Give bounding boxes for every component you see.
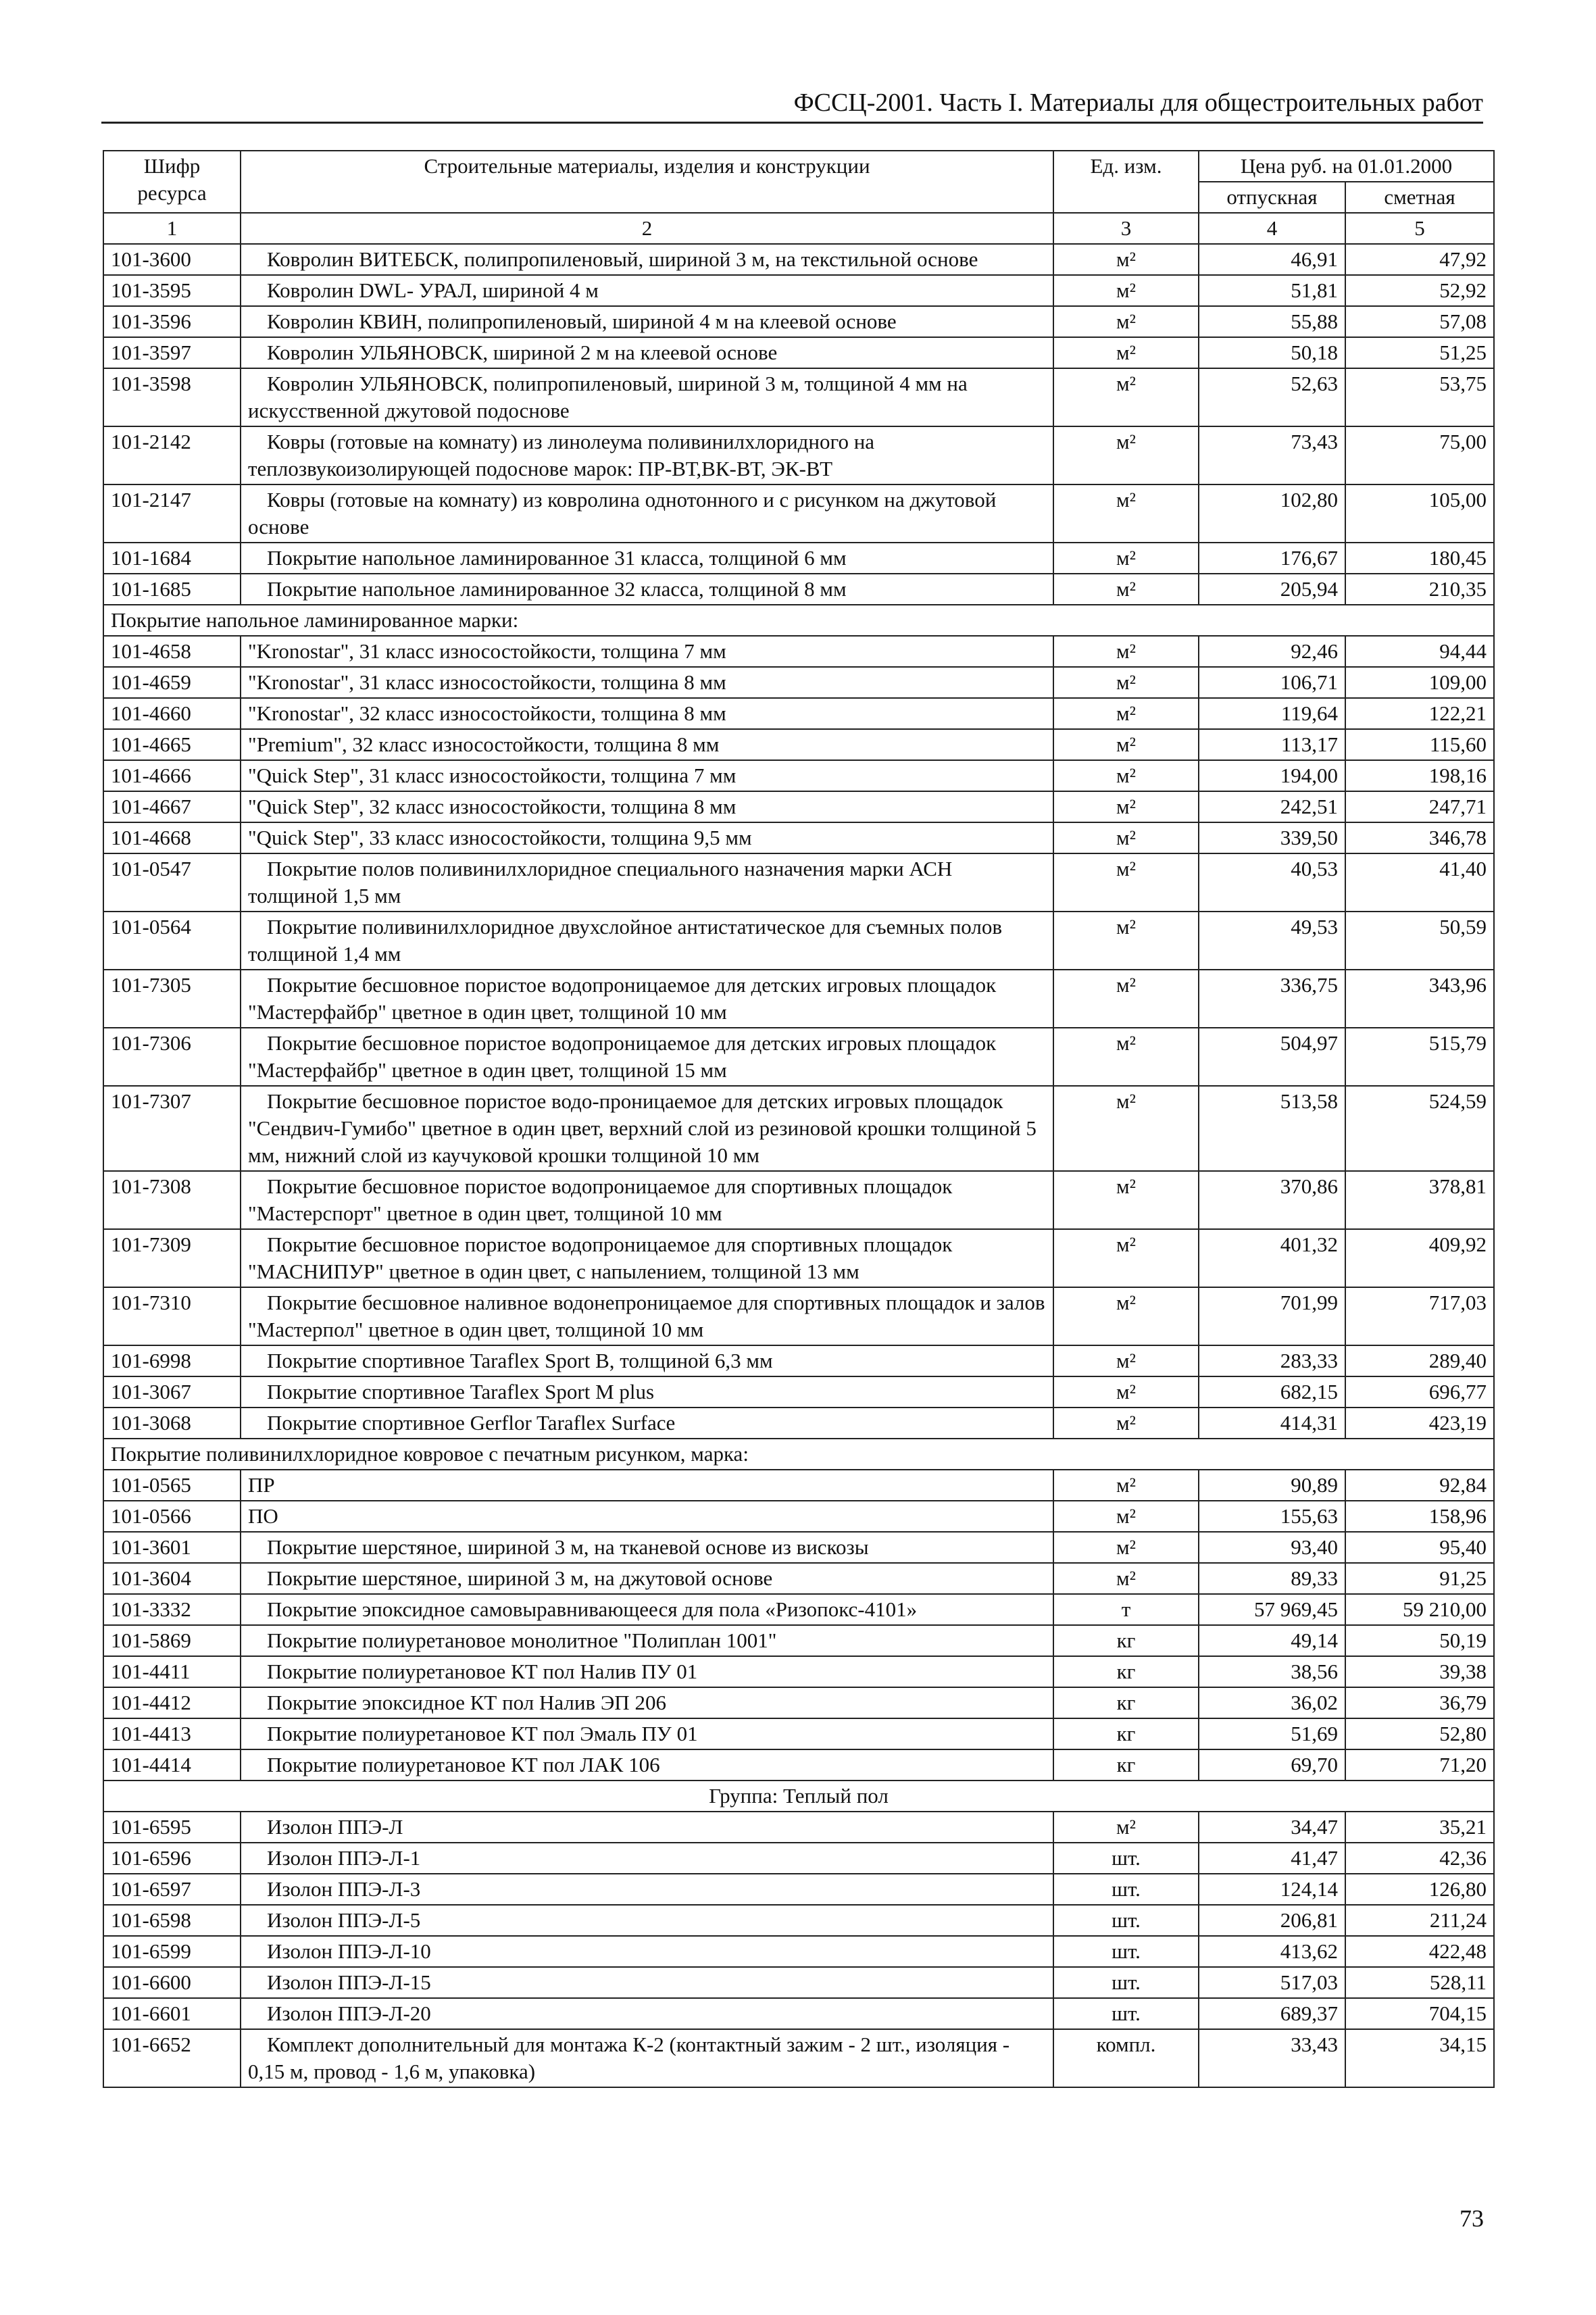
table-row: [103, 426, 1494, 484]
release-price: 283,33: [1199, 1345, 1345, 1376]
release-price: 119,64: [1199, 698, 1345, 729]
unit-cell: шт.: [1053, 1998, 1199, 2029]
unit-cell: м²: [1053, 426, 1199, 484]
estimate-price: 528,11: [1345, 1967, 1494, 1998]
release-price: 242,51: [1199, 791, 1345, 822]
table-row: [103, 2029, 1494, 2087]
unit-cell: кг: [1053, 1625, 1199, 1656]
material-name: Комплект дополнительный для монтажа К-2 (контактный зажим - 2 шт., изоляция - 0,15 м, провод - 1,6 м, упаковка): [241, 2029, 1053, 2087]
resource-code: 101-6652: [103, 2029, 241, 2087]
estimate-price: 41,40: [1345, 853, 1494, 912]
release-price: 90,89: [1199, 1470, 1345, 1501]
table-row: [103, 822, 1494, 853]
table-row: [103, 1287, 1494, 1345]
estimate-price: 42,36: [1345, 1843, 1494, 1874]
estimate-price: 704,15: [1345, 1998, 1494, 2029]
estimate-price: 180,45: [1345, 543, 1494, 574]
table-row: [103, 1625, 1494, 1656]
table-row: [103, 306, 1494, 337]
material-name: "Quick Step", 32 класс износостойкости, толщина 8 мм: [241, 791, 1053, 822]
release-price: 33,43: [1199, 2029, 1345, 2087]
estimate-price: 198,16: [1345, 760, 1494, 791]
release-price: 176,67: [1199, 543, 1345, 574]
table-row: [103, 1843, 1494, 1874]
page-number: 73: [1460, 2205, 1484, 2232]
header-estimate: сметная: [1345, 182, 1494, 213]
resource-code: 101-1685: [103, 574, 241, 605]
estimate-price: 91,25: [1345, 1563, 1494, 1594]
table-row: [103, 698, 1494, 729]
material-name: Покрытие полов поливинилхлоридное специального назначения марки АСН толщиной 1,5 мм: [241, 853, 1053, 912]
section-row: [103, 1439, 1494, 1470]
resource-code: 101-3597: [103, 337, 241, 368]
header-title: ФССЦ-2001. Часть I. Материалы для общестроительных работ: [793, 89, 1483, 117]
resource-code: 101-6600: [103, 1967, 241, 1998]
table-row: [103, 484, 1494, 543]
release-price: 689,37: [1199, 1998, 1345, 2029]
unit-cell: шт.: [1053, 1905, 1199, 1936]
table-row: [103, 729, 1494, 760]
estimate-price: 75,00: [1345, 426, 1494, 484]
resource-code: 101-7308: [103, 1171, 241, 1229]
unit-cell: м²: [1053, 791, 1199, 822]
estimate-price: 378,81: [1345, 1171, 1494, 1229]
estimate-price: 53,75: [1345, 368, 1494, 426]
release-price: 36,02: [1199, 1687, 1345, 1718]
resource-code: 101-3596: [103, 306, 241, 337]
estimate-price: 515,79: [1345, 1028, 1494, 1086]
table-row: [103, 543, 1494, 574]
release-price: 52,63: [1199, 368, 1345, 426]
material-name: Ковролин КВИН, полипропиленовый, шириной 4 м на клеевой основе: [241, 306, 1053, 337]
release-price: 194,00: [1199, 760, 1345, 791]
column-number: 1: [103, 213, 241, 244]
table-row: [103, 1345, 1494, 1376]
resource-code: 101-5869: [103, 1625, 241, 1656]
resource-code: 101-6597: [103, 1874, 241, 1905]
release-price: 124,14: [1199, 1874, 1345, 1905]
resource-code: 101-0565: [103, 1470, 241, 1501]
release-price: 682,15: [1199, 1376, 1345, 1408]
table-row: [103, 1532, 1494, 1563]
price-table: [103, 150, 1495, 2088]
resource-code: 101-7305: [103, 970, 241, 1028]
estimate-price: 109,00: [1345, 667, 1494, 698]
table-row: [103, 244, 1494, 275]
material-name: Покрытие спортивное Gerflor Taraflex Surface: [241, 1408, 1053, 1439]
material-name: Изолон ППЭ-Л-5: [241, 1905, 1053, 1936]
material-name: ПО: [241, 1501, 1053, 1532]
release-price: 701,99: [1199, 1287, 1345, 1345]
release-price: 69,70: [1199, 1749, 1345, 1781]
estimate-price: 95,40: [1345, 1532, 1494, 1563]
estimate-price: 57,08: [1345, 306, 1494, 337]
table-row: [103, 1812, 1494, 1843]
release-price: 206,81: [1199, 1905, 1345, 1936]
material-name: Покрытие бесшовное пористое водопроницаемое для спортивных площадок "МАСНИПУР" цветное в один цвет, с напылением, толщиной 13 мм: [241, 1229, 1053, 1287]
table-row: [103, 1376, 1494, 1408]
material-name: Ковры (готовые на комнату) из ковролина однотонного и с рисунком на джутовой основе: [241, 484, 1053, 543]
release-price: 92,46: [1199, 636, 1345, 667]
resource-code: 101-4660: [103, 698, 241, 729]
unit-cell: т: [1053, 1594, 1199, 1625]
resource-code: 101-2142: [103, 426, 241, 484]
unit-cell: кг: [1053, 1656, 1199, 1687]
estimate-price: 115,60: [1345, 729, 1494, 760]
material-name: Изолон ППЭ-Л-15: [241, 1967, 1053, 1998]
resource-code: 101-3598: [103, 368, 241, 426]
resource-code: 101-6601: [103, 1998, 241, 2029]
header-release: отпускная: [1199, 182, 1345, 213]
estimate-price: 52,92: [1345, 275, 1494, 306]
column-number: 2: [241, 213, 1053, 244]
unit-cell: м²: [1053, 1086, 1199, 1171]
resource-code: 101-6599: [103, 1936, 241, 1967]
release-price: 336,75: [1199, 970, 1345, 1028]
release-price: 57 969,45: [1199, 1594, 1345, 1625]
estimate-price: 423,19: [1345, 1408, 1494, 1439]
resource-code: 101-6596: [103, 1843, 241, 1874]
table-row: [103, 667, 1494, 698]
resource-code: 101-0564: [103, 912, 241, 970]
table-row: [103, 1936, 1494, 1967]
material-name: Покрытие полиуретановое КТ пол Эмаль ПУ 01: [241, 1718, 1053, 1749]
table-row: [103, 337, 1494, 368]
material-name: "Kronostar", 31 класс износостойкости, толщина 8 мм: [241, 667, 1053, 698]
estimate-price: 47,92: [1345, 244, 1494, 275]
release-price: 89,33: [1199, 1563, 1345, 1594]
estimate-price: 247,71: [1345, 791, 1494, 822]
release-price: 34,47: [1199, 1812, 1345, 1843]
release-price: 41,47: [1199, 1843, 1345, 1874]
table-body: [103, 244, 1494, 2087]
material-name: Изолон ППЭ-Л-3: [241, 1874, 1053, 1905]
material-name: Ковролин УЛЬЯНОВСК, шириной 2 м на клеевой основе: [241, 337, 1053, 368]
estimate-price: 158,96: [1345, 1501, 1494, 1532]
unit-cell: м²: [1053, 970, 1199, 1028]
material-name: Покрытие бесшовное наливное водонепроницаемое для спортивных площадок и залов "Мастерпол" цветное в один цвет, толщиной 10 мм: [241, 1287, 1053, 1345]
material-name: ПР: [241, 1470, 1053, 1501]
estimate-price: 211,24: [1345, 1905, 1494, 1936]
page-header: [101, 81, 1483, 124]
table-row: [103, 1874, 1494, 1905]
table-row: [103, 1594, 1494, 1625]
table-row: [103, 1408, 1494, 1439]
resource-code: 101-7309: [103, 1229, 241, 1287]
resource-code: 101-0566: [103, 1501, 241, 1532]
unit-cell: м²: [1053, 1812, 1199, 1843]
unit-cell: кг: [1053, 1718, 1199, 1749]
unit-cell: м²: [1053, 337, 1199, 368]
unit-cell: м²: [1053, 1532, 1199, 1563]
material-name: Покрытие полиуретановое КТ пол Налив ПУ 01: [241, 1656, 1053, 1687]
release-price: 38,56: [1199, 1656, 1345, 1687]
resource-code: 101-3595: [103, 275, 241, 306]
release-price: 55,88: [1199, 306, 1345, 337]
table-row: [103, 1905, 1494, 1936]
estimate-price: 524,59: [1345, 1086, 1494, 1171]
header-price: Цена руб. на 01.01.2000: [1199, 151, 1494, 182]
resource-code: 101-4668: [103, 822, 241, 853]
estimate-price: 92,84: [1345, 1470, 1494, 1501]
release-price: 113,17: [1199, 729, 1345, 760]
material-name: Покрытие полиуретановое монолитное "Полиплан 1001": [241, 1625, 1053, 1656]
unit-cell: м²: [1053, 729, 1199, 760]
unit-cell: м²: [1053, 912, 1199, 970]
table-row: [103, 853, 1494, 912]
resource-code: 101-4665: [103, 729, 241, 760]
estimate-price: 346,78: [1345, 822, 1494, 853]
estimate-price: 71,20: [1345, 1749, 1494, 1781]
estimate-price: 122,21: [1345, 698, 1494, 729]
resource-code: 101-1684: [103, 543, 241, 574]
table-row: [103, 1749, 1494, 1781]
material-name: Покрытие поливинилхлоридное двухслойное антистатическое для съемных полов толщиной 1,4 мм: [241, 912, 1053, 970]
unit-cell: м²: [1053, 822, 1199, 853]
resource-code: 101-4412: [103, 1687, 241, 1718]
estimate-price: 50,59: [1345, 912, 1494, 970]
table-row: [103, 574, 1494, 605]
estimate-price: 409,92: [1345, 1229, 1494, 1287]
resource-code: 101-3067: [103, 1376, 241, 1408]
material-name: Изолон ППЭ-Л: [241, 1812, 1053, 1843]
resource-code: 101-6598: [103, 1905, 241, 1936]
resource-code: 101-7307: [103, 1086, 241, 1171]
header-name: Строительные материалы, изделия и конструкции: [241, 151, 1053, 213]
material-name: Изолон ППЭ-Л-20: [241, 1998, 1053, 2029]
estimate-price: 126,80: [1345, 1874, 1494, 1905]
table-row: [103, 636, 1494, 667]
resource-code: 101-3600: [103, 244, 241, 275]
estimate-price: 717,03: [1345, 1287, 1494, 1345]
material-name: Покрытие напольное ламинированное 31 класса, толщиной 6 мм: [241, 543, 1053, 574]
unit-cell: м²: [1053, 1376, 1199, 1408]
estimate-price: 210,35: [1345, 574, 1494, 605]
table-row: [103, 912, 1494, 970]
resource-code: 101-3601: [103, 1532, 241, 1563]
unit-cell: м²: [1053, 1501, 1199, 1532]
material-name: Покрытие спортивное Taraflex Sport M plus: [241, 1376, 1053, 1408]
material-name: Ковролин ВИТЕБСК, полипропиленовый, шириной 3 м, на текстильной основе: [241, 244, 1053, 275]
table-row: [103, 1229, 1494, 1287]
header-unit: Ед. изм.: [1053, 151, 1199, 213]
unit-cell: м²: [1053, 1287, 1199, 1345]
unit-cell: шт.: [1053, 1843, 1199, 1874]
release-price: 73,43: [1199, 426, 1345, 484]
unit-cell: шт.: [1053, 1967, 1199, 1998]
release-price: 504,97: [1199, 1028, 1345, 1086]
unit-cell: м²: [1053, 667, 1199, 698]
unit-cell: м²: [1053, 636, 1199, 667]
material-name: Покрытие шерстяное, шириной 3 м, на джутовой основе: [241, 1563, 1053, 1594]
column-number: 3: [1053, 213, 1199, 244]
table-row: [103, 1028, 1494, 1086]
material-name: Изолон ППЭ-Л-10: [241, 1936, 1053, 1967]
resource-code: 101-4666: [103, 760, 241, 791]
unit-cell: м²: [1053, 1563, 1199, 1594]
estimate-price: 34,15: [1345, 2029, 1494, 2087]
section-title: Покрытие напольное ламинированное марки:: [103, 605, 1494, 636]
material-name: Покрытие напольное ламинированное 32 класса, толщиной 8 мм: [241, 574, 1053, 605]
unit-cell: м²: [1053, 368, 1199, 426]
resource-code: 101-6998: [103, 1345, 241, 1376]
resource-code: 101-7306: [103, 1028, 241, 1086]
release-price: 51,69: [1199, 1718, 1345, 1749]
material-name: Покрытие спортивное Taraflex Sport B, толщиной 6,3 мм: [241, 1345, 1053, 1376]
unit-cell: шт.: [1053, 1936, 1199, 1967]
table-row: [103, 1086, 1494, 1171]
release-price: 205,94: [1199, 574, 1345, 605]
column-numbers-row: [103, 213, 1494, 244]
release-price: 40,53: [1199, 853, 1345, 912]
unit-cell: м²: [1053, 1028, 1199, 1086]
unit-cell: шт.: [1053, 1874, 1199, 1905]
unit-cell: м²: [1053, 1345, 1199, 1376]
unit-cell: компл.: [1053, 2029, 1199, 2087]
release-price: 413,62: [1199, 1936, 1345, 1967]
unit-cell: м²: [1053, 306, 1199, 337]
column-number: 5: [1345, 213, 1494, 244]
resource-code: 101-4414: [103, 1749, 241, 1781]
release-price: 49,14: [1199, 1625, 1345, 1656]
release-price: 102,80: [1199, 484, 1345, 543]
release-price: 155,63: [1199, 1501, 1345, 1532]
material-name: Покрытие шерстяное, шириной 3 м, на тканевой основе из вискозы: [241, 1532, 1053, 1563]
unit-cell: м²: [1053, 1171, 1199, 1229]
release-price: 50,18: [1199, 337, 1345, 368]
table-row: [103, 1501, 1494, 1532]
release-price: 93,40: [1199, 1532, 1345, 1563]
material-name: Покрытие эпоксидное КТ пол Налив ЭП 206: [241, 1687, 1053, 1718]
estimate-price: 51,25: [1345, 337, 1494, 368]
estimate-price: 50,19: [1345, 1625, 1494, 1656]
material-name: Изолон ППЭ-Л-1: [241, 1843, 1053, 1874]
table-row: [103, 1718, 1494, 1749]
estimate-price: 94,44: [1345, 636, 1494, 667]
material-name: "Kronostar", 31 класс износостойкости, толщина 7 мм: [241, 636, 1053, 667]
material-name: "Quick Step", 33 класс износостойкости, толщина 9,5 мм: [241, 822, 1053, 853]
unit-cell: м²: [1053, 244, 1199, 275]
estimate-price: 36,79: [1345, 1687, 1494, 1718]
material-name: Покрытие бесшовное пористое водо-проницаемое для детских игровых площадок "Сендвич-Гумибо" цветное в один цвет, верхний слой из резиновой крошки толщиной 5 мм, нижний слой из каучуковой крошки толщиной 10 мм: [241, 1086, 1053, 1171]
estimate-price: 343,96: [1345, 970, 1494, 1028]
unit-cell: кг: [1053, 1749, 1199, 1781]
estimate-price: 422,48: [1345, 1936, 1494, 1967]
table-row: [103, 1171, 1494, 1229]
estimate-price: 35,21: [1345, 1812, 1494, 1843]
release-price: 339,50: [1199, 822, 1345, 853]
unit-cell: м²: [1053, 698, 1199, 729]
section-row: [103, 605, 1494, 636]
estimate-price: 105,00: [1345, 484, 1494, 543]
release-price: 370,86: [1199, 1171, 1345, 1229]
material-name: "Quick Step", 31 класс износостойкости, толщина 7 мм: [241, 760, 1053, 791]
estimate-price: 289,40: [1345, 1345, 1494, 1376]
material-name: "Kronostar", 32 класс износостойкости, толщина 8 мм: [241, 698, 1053, 729]
resource-code: 101-3332: [103, 1594, 241, 1625]
table-row: [103, 760, 1494, 791]
table-row: [103, 1563, 1494, 1594]
estimate-price: 52,80: [1345, 1718, 1494, 1749]
material-name: Покрытие бесшовное пористое водопроницаемое для детских игровых площадок "Мастерфайбр" цветное в один цвет, толщиной 10 мм: [241, 970, 1053, 1028]
table-row: [103, 368, 1494, 426]
release-price: 513,58: [1199, 1086, 1345, 1171]
unit-cell: м²: [1053, 484, 1199, 543]
resource-code: 101-3068: [103, 1408, 241, 1439]
unit-cell: м²: [1053, 543, 1199, 574]
unit-cell: м²: [1053, 1229, 1199, 1287]
unit-cell: м²: [1053, 574, 1199, 605]
resource-code: 101-6595: [103, 1812, 241, 1843]
release-price: 414,31: [1199, 1408, 1345, 1439]
resource-code: 101-4411: [103, 1656, 241, 1687]
table-row: [103, 1687, 1494, 1718]
material-name: Ковры (готовые на комнату) из линолеума поливинилхлоридного на теплозвукоизолирующей подоснове марок: ПР-ВТ,ВК-ВТ, ЭК-ВТ: [241, 426, 1053, 484]
header-code: Шифр ресурса: [103, 151, 241, 213]
release-price: 517,03: [1199, 1967, 1345, 1998]
resource-code: 101-4658: [103, 636, 241, 667]
material-name: Покрытие бесшовное пористое водопроницаемое для детских игровых площадок "Мастерфайбр" цветное в один цвет, толщиной 15 мм: [241, 1028, 1053, 1086]
table-row: [103, 1967, 1494, 1998]
material-name: Ковролин УЛЬЯНОВСК, полипропиленовый, шириной 3 м, толщиной 4 мм на искусственной джутовой подоснове: [241, 368, 1053, 426]
unit-cell: м²: [1053, 1408, 1199, 1439]
unit-cell: м²: [1053, 1470, 1199, 1501]
resource-code: 101-4659: [103, 667, 241, 698]
resource-code: 101-4667: [103, 791, 241, 822]
resource-code: 101-3604: [103, 1563, 241, 1594]
material-name: Покрытие полиуретановое КТ пол ЛАК 106: [241, 1749, 1053, 1781]
release-price: 106,71: [1199, 667, 1345, 698]
table-row: [103, 1656, 1494, 1687]
table-row: [103, 791, 1494, 822]
group-row: [103, 1781, 1494, 1812]
material-name: Покрытие бесшовное пористое водопроницаемое для спортивных площадок "Мастерспорт" цветное в один цвет, толщиной 10 мм: [241, 1171, 1053, 1229]
resource-code: 101-4413: [103, 1718, 241, 1749]
resource-code: 101-2147: [103, 484, 241, 543]
unit-cell: м²: [1053, 853, 1199, 912]
estimate-price: 39,38: [1345, 1656, 1494, 1687]
material-name: Ковролин DWL- УРАЛ, шириной 4 м: [241, 275, 1053, 306]
material-name: Покрытие эпоксидное самовыравнивающееся для пола «Ризопокс-4101»: [241, 1594, 1053, 1625]
table-row: [103, 1998, 1494, 2029]
release-price: 51,81: [1199, 275, 1345, 306]
resource-code: 101-7310: [103, 1287, 241, 1345]
group-title: Группа: Теплый пол: [103, 1781, 1494, 1812]
unit-cell: кг: [1053, 1687, 1199, 1718]
release-price: 46,91: [1199, 244, 1345, 275]
resource-code: 101-0547: [103, 853, 241, 912]
material-name: "Premium", 32 класс износостойкости, толщина 8 мм: [241, 729, 1053, 760]
unit-cell: м²: [1053, 275, 1199, 306]
section-title: Покрытие поливинилхлоридное ковровое с печатным рисунком, марка:: [103, 1439, 1494, 1470]
unit-cell: м²: [1053, 760, 1199, 791]
table-row: [103, 275, 1494, 306]
release-price: 401,32: [1199, 1229, 1345, 1287]
estimate-price: 696,77: [1345, 1376, 1494, 1408]
release-price: 49,53: [1199, 912, 1345, 970]
estimate-price: 59 210,00: [1345, 1594, 1494, 1625]
table-row: [103, 970, 1494, 1028]
table-row: [103, 1470, 1494, 1501]
column-number: 4: [1199, 213, 1345, 244]
